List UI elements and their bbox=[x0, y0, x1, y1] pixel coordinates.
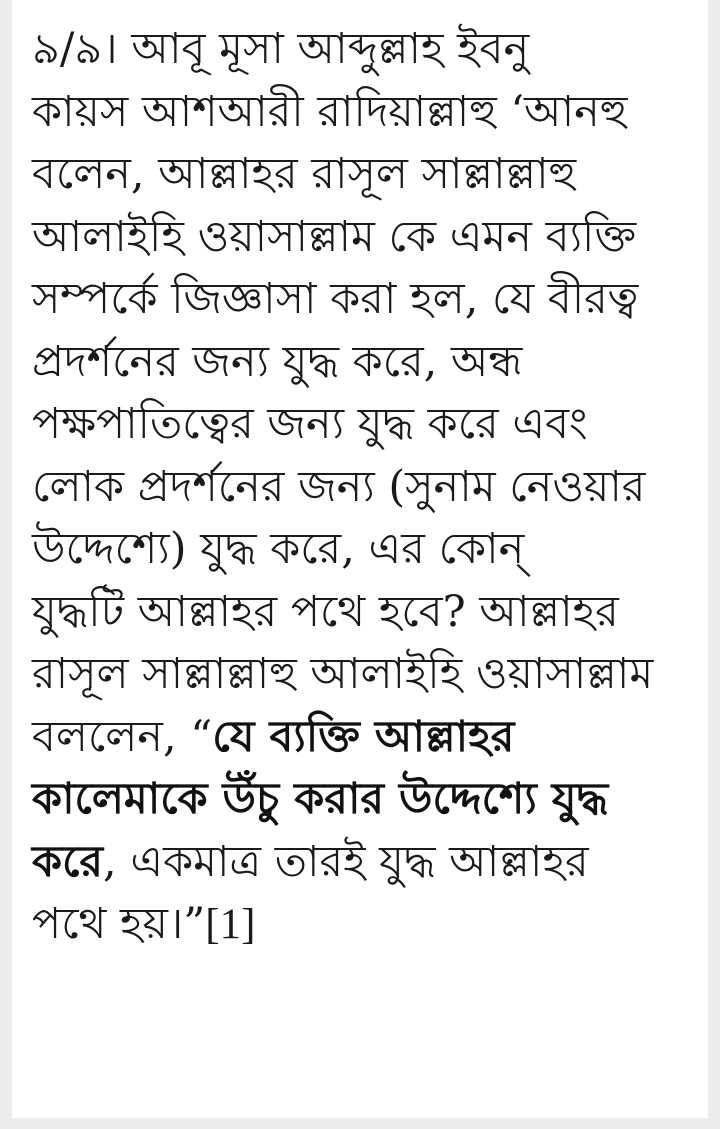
text-segment: বলেন, আল্লাহর রাসূল সাল্লাল্লাহু bbox=[32, 149, 577, 199]
text-line-5 bbox=[32, 268, 686, 331]
text-line-15 bbox=[32, 893, 686, 957]
text-line-2 bbox=[32, 81, 686, 144]
emphasized-text: কালেমাকে উঁচু করার উদ্দেশ্যে যুদ্ধ bbox=[32, 774, 609, 824]
hadith-text bbox=[32, 18, 686, 957]
text-line-14 bbox=[32, 831, 686, 894]
text-segment: , একমাত্র তারই যুদ্ধ আল্লাহর bbox=[103, 836, 589, 887]
text-segment: প্রদর্শনের জন্য যুদ্ধ করে, অন্ধ bbox=[32, 336, 523, 387]
text-line-3 bbox=[32, 143, 686, 206]
text-segment: যুদ্ধটি আল্লাহর পথে হবে? আল্লাহর bbox=[32, 586, 619, 637]
text-line-13 bbox=[32, 768, 686, 831]
text-line-6 bbox=[32, 331, 686, 394]
document-page bbox=[12, 0, 708, 1118]
text-segment: রাসূল সাল্লাল্লাহু আলাইহি ওয়াসাল্লাম bbox=[32, 649, 654, 699]
text-line-10 bbox=[32, 581, 686, 644]
footnote-reference[interactable]: [1] bbox=[205, 901, 256, 948]
emphasized-text: করে bbox=[32, 836, 104, 887]
text-segment: বললেন, “ bbox=[32, 711, 213, 762]
text-line-11 bbox=[32, 643, 686, 706]
text-line-4 bbox=[32, 206, 686, 269]
text-segment: ৯/৯। আবূ মূসা আব্দুল্লাহ ইবনু bbox=[32, 24, 530, 74]
text-segment: পক্ষপাতিত্বের জন্য যুদ্ধ করে এবং bbox=[32, 399, 588, 449]
text-line-7 bbox=[32, 393, 686, 456]
text-line-12 bbox=[32, 706, 686, 769]
text-line-9 bbox=[32, 518, 686, 581]
text-segment: কায়স আশআরী রাদিয়াল্লাহু ‘আনহু bbox=[32, 86, 628, 137]
text-segment: সম্পর্কে জিজ্ঞাসা করা হল, যে বীরত্ব bbox=[32, 274, 639, 324]
text-segment: আলাইহি ওয়াসাল্লাম কে এমন ব্যক্তি bbox=[32, 211, 637, 262]
text-segment: পথে হয়।” bbox=[32, 899, 206, 949]
text-segment: উদ্দেশ্যে) যুদ্ধ করে, এর কোন্ bbox=[32, 524, 525, 574]
emphasized-text: যে ব্যক্তি আল্লাহর bbox=[212, 711, 515, 762]
text-line-1 bbox=[32, 18, 686, 81]
text-line-8 bbox=[32, 456, 686, 519]
text-segment: লোক প্রদর্শনের জন্য (সুনাম নেওয়ার bbox=[32, 461, 646, 512]
